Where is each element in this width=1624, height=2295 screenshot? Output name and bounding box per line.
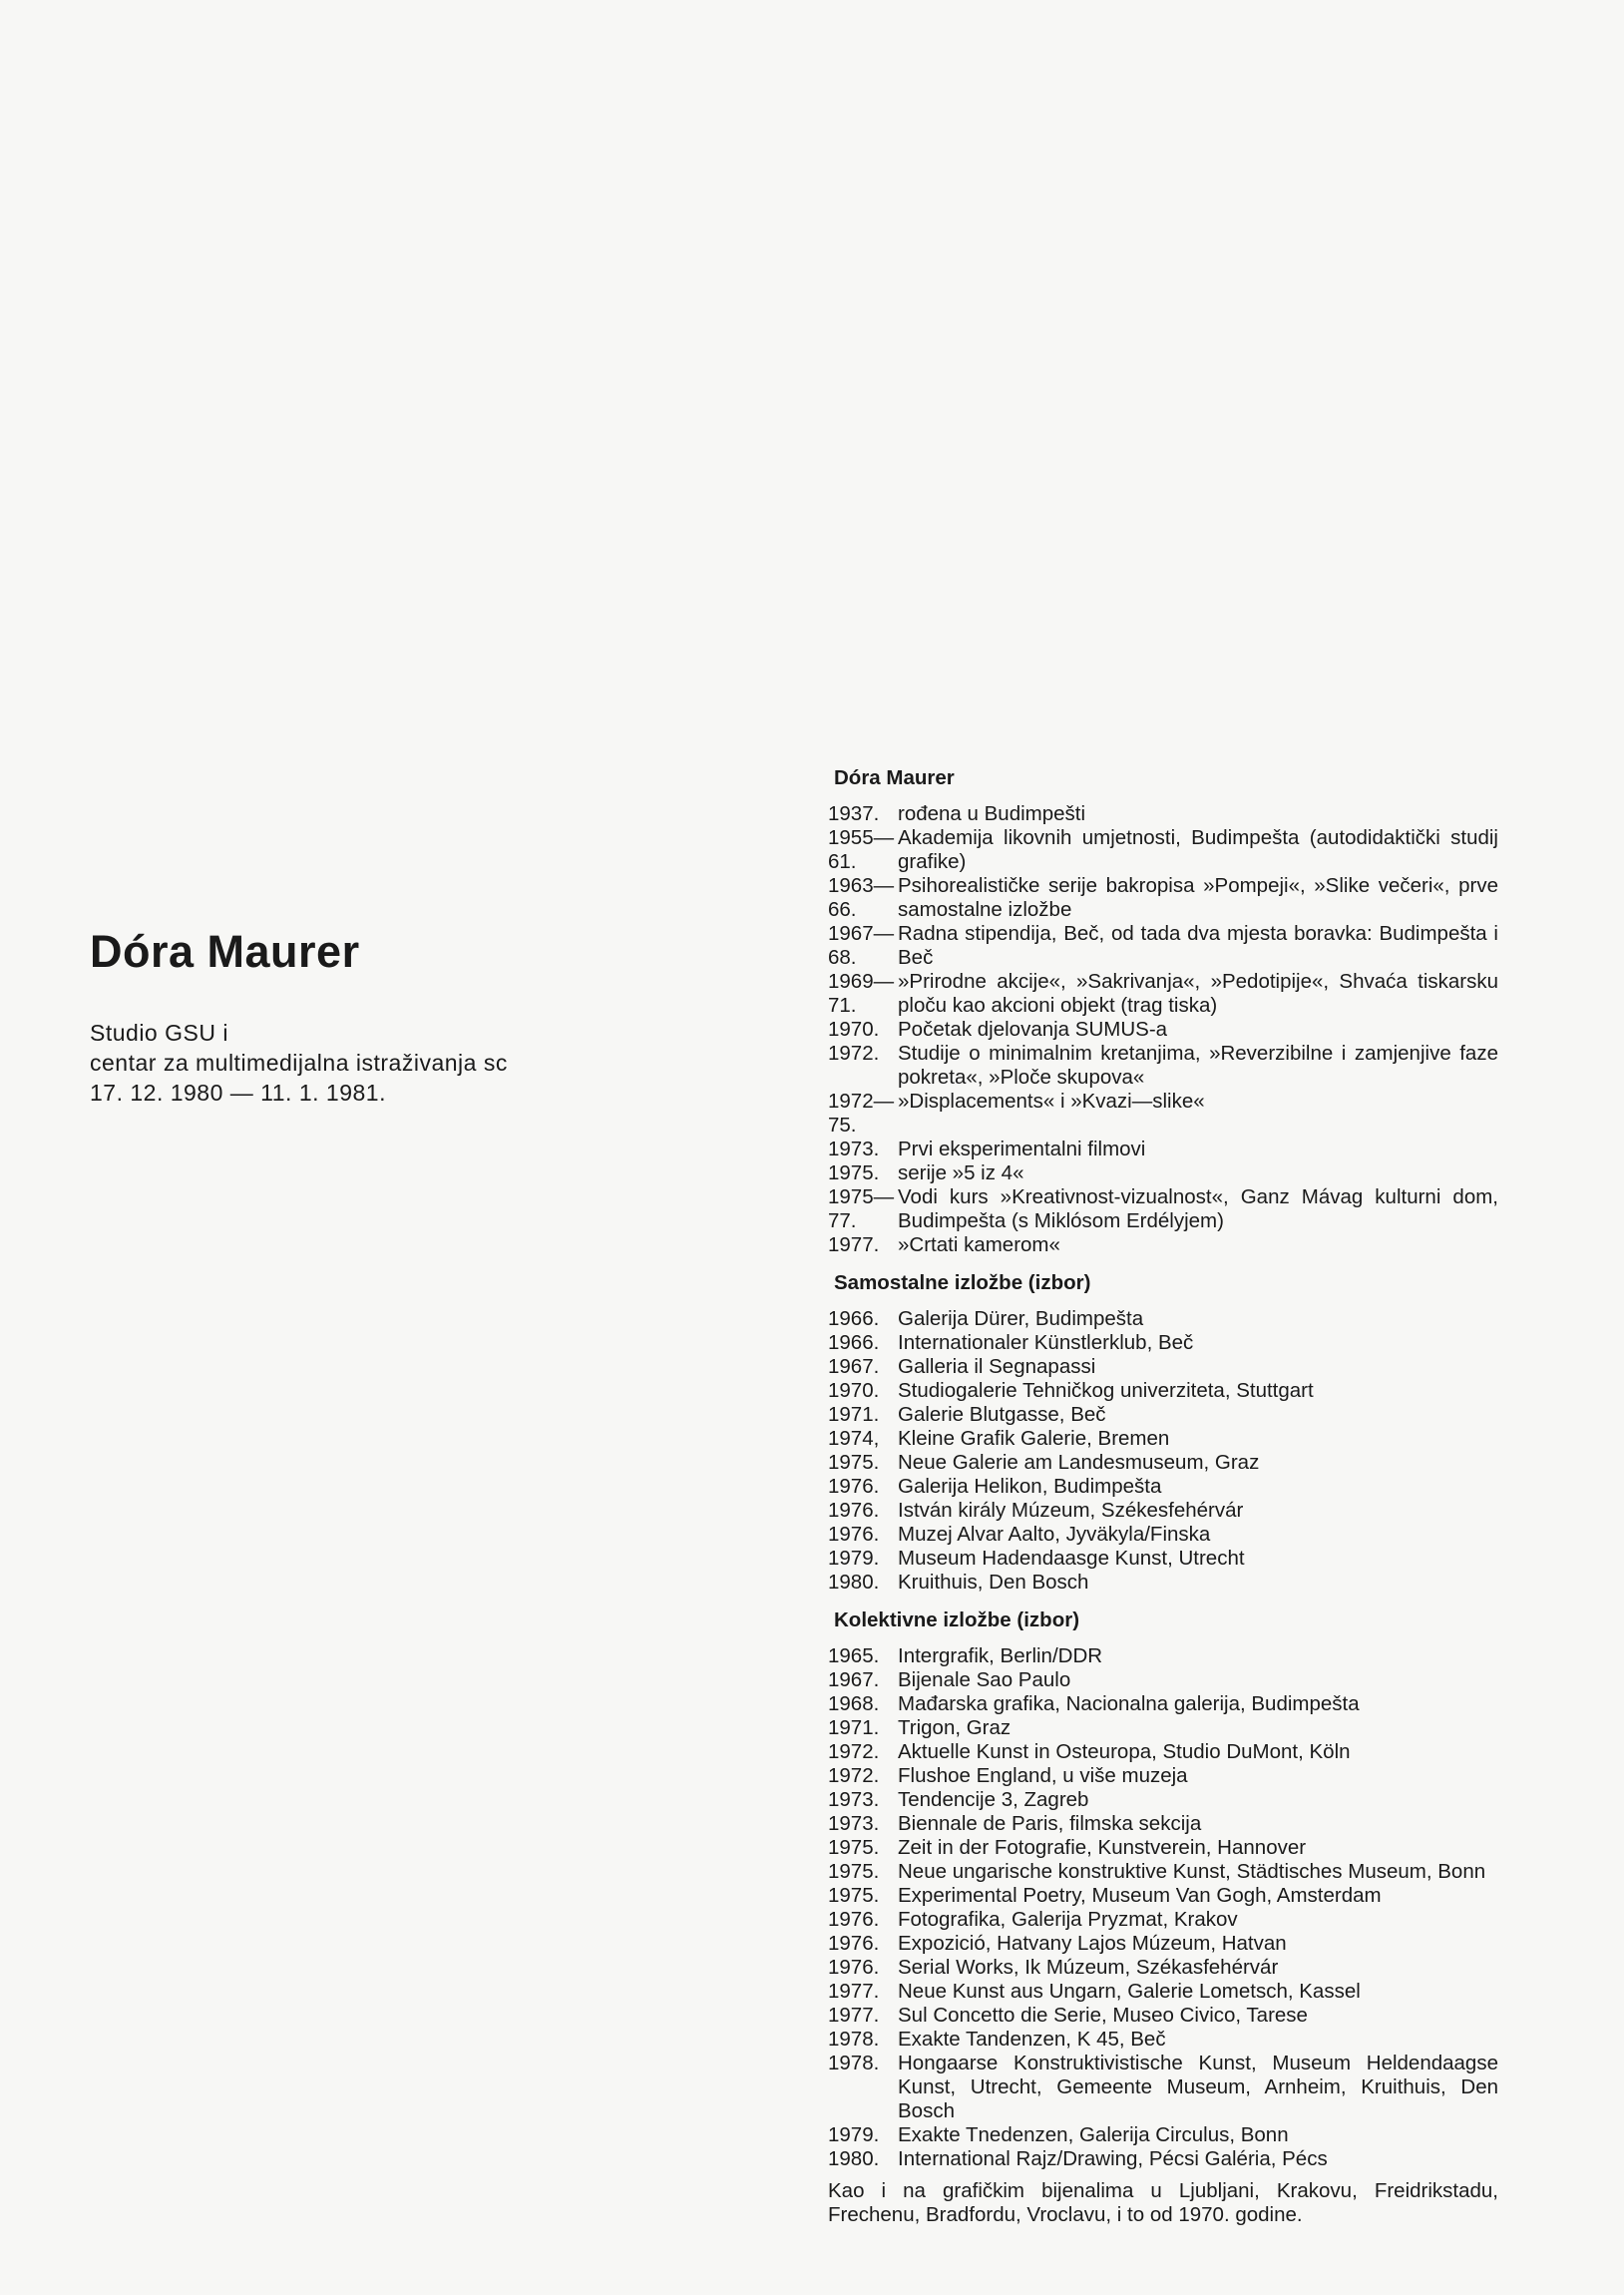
entry-text: Exakte Tnedenzen, Galerija Circulus, Bonn: [898, 2123, 1289, 2146]
group-exhibitions-list: [828, 1644, 1498, 2171]
entry-year: 1977.: [828, 1233, 880, 1256]
list-item: [828, 802, 1498, 826]
list-item: [828, 1475, 1498, 1499]
entry-year: 1970.: [828, 1379, 880, 1402]
entry-year: 1967.: [828, 1355, 880, 1378]
list-item: [828, 1571, 1498, 1595]
entry-year: 1971.: [828, 1716, 880, 1739]
entry-year: 1937.: [828, 802, 880, 825]
entry-year: 1972.: [828, 1764, 880, 1787]
entry-year: 1978.: [828, 2052, 880, 2074]
entry-year: 1969—71.: [828, 970, 895, 1017]
entry-year: 1972—75.: [828, 1090, 895, 1137]
entry-text: Studiogalerie Tehničkog univerziteta, Stuttgart: [898, 1379, 1314, 1402]
entry-text: Museum Hadendaasge Kunst, Utrecht: [898, 1547, 1245, 1570]
entry-text: Galerija Dürer, Budimpešta: [898, 1307, 1144, 1330]
entry-text: Hongaarse Konstruktivistische Kunst, Museum Heldendaagse Kunst, Utrecht, Gemeente Museum, Arnheim, Kruithuis, Den Bosch: [898, 2052, 1498, 2122]
entry-text: Biennale de Paris, filmska sekcija: [898, 1812, 1202, 1835]
entry-text: Akademija likovnih umjetnosti, Budimpešta (autodidaktički studij grafike): [898, 826, 1498, 873]
entry-text: Fotografika, Galerija Pryzmat, Krakov: [898, 1908, 1238, 1931]
entry-text: Mađarska grafika, Nacionalna galerija, Budimpešta: [898, 1692, 1360, 1715]
entry-text: Kruithuis, Den Bosch: [898, 1571, 1089, 1594]
list-item: [828, 1355, 1498, 1379]
entry-text: Trigon, Graz: [898, 1716, 1012, 1739]
list-item: [828, 1427, 1498, 1451]
entry-text: Expozició, Hatvany Lajos Múzeum, Hatvan: [898, 1932, 1287, 1955]
left-column: [90, 926, 609, 1108]
list-item: [828, 922, 1498, 970]
entry-year: 1973.: [828, 1788, 880, 1811]
entry-text: Psihorealističke serije bakropisa »Pompeji«, »Slike večeri«, prve samostalne izložbe: [898, 874, 1498, 921]
list-item: [828, 1836, 1498, 1860]
entry-text: Internationaler Künstlerklub, Beč: [898, 1331, 1194, 1354]
list-item: [828, 1403, 1498, 1427]
entry-text: Galerija Helikon, Budimpešta: [898, 1475, 1162, 1498]
entry-text: Muzej Alvar Aalto, Jyväkyla/Finska: [898, 1523, 1211, 1546]
entry-year: 1980.: [828, 1571, 880, 1594]
closing-note: Kao i na grafičkim bijenalima u Ljubljani, Krakovu, Freidrikstadu, Frechenu, Bradfordu, Vroclavu, i to od 1970. godine.: [828, 2179, 1498, 2226]
entry-year: 1963—66.: [828, 874, 895, 921]
entry-text: »Prirodne akcije«, »Sakrivanja«, »Pedotipije«, Shvaća tiskarsku ploču kao akcioni objekt (trag tiska): [898, 970, 1498, 1017]
entry-year: 1976.: [828, 1499, 880, 1522]
list-item: [828, 1740, 1498, 1764]
entry-year: 1979.: [828, 2123, 880, 2146]
list-item: [828, 1331, 1498, 1355]
list-item: [828, 1042, 1498, 1090]
entry-year: 1965.: [828, 1644, 880, 1667]
list-item: [828, 2004, 1498, 2028]
entry-text: rođena u Budimpešti: [898, 802, 1086, 825]
entry-text: Bijenale Sao Paulo: [898, 1668, 1071, 1691]
entry-text: Experimental Poetry, Museum Van Gogh, Amsterdam: [898, 1884, 1382, 1907]
list-item: [828, 874, 1498, 922]
list-item: [828, 1932, 1498, 1956]
entry-year: 1975—77.: [828, 1185, 895, 1232]
list-item: [828, 1644, 1498, 1668]
entry-text: Prvi eksperimentalni filmovi: [898, 1138, 1146, 1160]
entry-year: 1972.: [828, 1740, 880, 1763]
entry-text: Početak djelovanja SUMUS-a: [898, 1018, 1168, 1041]
entry-text: Sul Concetto die Serie, Museo Civico, Tarese: [898, 2004, 1308, 2027]
list-item: [828, 1692, 1498, 1716]
list-item: [828, 1860, 1498, 1884]
entry-year: 1973.: [828, 1812, 880, 1835]
biography-heading: Dóra Maurer: [834, 766, 955, 789]
list-item: [828, 1523, 1498, 1547]
entry-year: 1976.: [828, 1475, 880, 1498]
list-item: [828, 2147, 1498, 2171]
entry-text: International Rajz/Drawing, Pécsi Galéria, Pécs: [898, 2147, 1328, 2170]
venue-line-1: Studio GSU i: [90, 1020, 228, 1046]
solo-exhibitions-heading: Samostalne izložbe (izbor): [834, 1271, 1091, 1294]
list-item: [828, 1812, 1498, 1836]
list-item: [828, 2028, 1498, 2052]
list-item: [828, 1379, 1498, 1403]
entry-year: 1979.: [828, 1547, 880, 1570]
list-item: [828, 1716, 1498, 1740]
list-item: [828, 1499, 1498, 1523]
entry-text: Flushoe England, u više muzeja: [898, 1764, 1188, 1787]
entry-year: 1977.: [828, 2004, 880, 2027]
venue-line-2: centar za multimedijalna istraživanja sc: [90, 1050, 508, 1076]
entry-text: Radna stipendija, Beč, od tada dva mjesta boravka: Budimpešta i Beč: [898, 922, 1498, 969]
entry-year: 1975.: [828, 1451, 880, 1474]
exhibition-title: Dóra Maurer: [90, 926, 360, 977]
list-item: [828, 1884, 1498, 1908]
entry-text: Studije o minimalnim kretanjima, »Reverzibilne i zamjenjive faze pokreta«, »Ploče skupova«: [898, 1042, 1498, 1089]
entry-text: István király Múzeum, Székesfehérvár: [898, 1499, 1244, 1522]
entry-year: 1970.: [828, 1018, 880, 1041]
right-column: [828, 766, 1498, 2227]
group-exhibitions-heading: Kolektivne izložbe (izbor): [834, 1608, 1080, 1631]
list-item: [828, 1307, 1498, 1331]
entry-year: 1976.: [828, 1908, 880, 1931]
entry-year: 1972.: [828, 1042, 880, 1065]
entry-year: 1975.: [828, 1836, 880, 1859]
entry-year: 1978.: [828, 2028, 880, 2051]
list-item: [828, 826, 1498, 874]
entry-year: 1966.: [828, 1307, 880, 1330]
entry-text: Aktuelle Kunst in Osteuropa, Studio DuMont, Köln: [898, 1740, 1351, 1763]
entry-year: 1975.: [828, 1884, 880, 1907]
entry-text: »Crtati kamerom«: [898, 1233, 1060, 1256]
list-item: [828, 1908, 1498, 1932]
list-item: [828, 2052, 1498, 2123]
list-item: [828, 1018, 1498, 1042]
entry-text: Serial Works, Ik Múzeum, Székasfehérvár: [898, 1956, 1279, 1979]
entry-text: Neue Galerie am Landesmuseum, Graz: [898, 1451, 1260, 1474]
exhibition-dates: 17. 12. 1980 — 11. 1. 1981.: [90, 1080, 386, 1106]
entry-year: 1955—61.: [828, 826, 895, 873]
entry-year: 1975.: [828, 1161, 880, 1184]
list-item: [828, 2123, 1498, 2147]
entry-text: Exakte Tandenzen, K 45, Beč: [898, 2028, 1166, 2051]
solo-exhibitions-list: [828, 1307, 1498, 1595]
entry-text: Galleria il Segnapassi: [898, 1355, 1096, 1378]
entry-text: Vodi kurs »Kreativnost-vizualnost«, Ganz Mávag kulturni dom, Budimpešta (s Miklósom Erdélyjem): [898, 1185, 1498, 1232]
entry-year: 1976.: [828, 1956, 880, 1979]
entry-year: 1976.: [828, 1932, 880, 1955]
entry-year: 1967.: [828, 1668, 880, 1691]
list-item: [828, 1233, 1498, 1257]
entry-year: 1980.: [828, 2147, 880, 2170]
entry-text: Neue Kunst aus Ungarn, Galerie Lometsch, Kassel: [898, 1980, 1361, 2003]
list-item: [828, 1547, 1498, 1571]
entry-text: Neue ungarische konstruktive Kunst, Städtisches Museum, Bonn: [898, 1860, 1486, 1883]
entry-text: Tendencije 3, Zagreb: [898, 1788, 1089, 1811]
list-item: [828, 1980, 1498, 2004]
entry-text: Galerie Blutgasse, Beč: [898, 1403, 1106, 1426]
list-item: [828, 1788, 1498, 1812]
entry-year: 1977.: [828, 1980, 880, 2003]
entry-year: 1971.: [828, 1403, 880, 1426]
list-item: [828, 970, 1498, 1018]
list-item: [828, 1090, 1498, 1138]
biography-list: [828, 802, 1498, 1257]
entry-text: serije »5 iz 4«: [898, 1161, 1024, 1184]
list-item: [828, 1185, 1498, 1233]
entry-year: 1968.: [828, 1692, 880, 1715]
list-item: [828, 1668, 1498, 1692]
entry-text: Kleine Grafik Galerie, Bremen: [898, 1427, 1170, 1450]
entry-text: »Displacements« i »Kvazi—slike«: [898, 1090, 1205, 1113]
list-item: [828, 1161, 1498, 1185]
entry-text: Intergrafik, Berlin/DDR: [898, 1644, 1103, 1667]
entry-text: Zeit in der Fotografie, Kunstverein, Hannover: [898, 1836, 1307, 1859]
list-item: [828, 1451, 1498, 1475]
list-item: [828, 1138, 1498, 1161]
entry-year: 1976.: [828, 1523, 880, 1546]
list-item: [828, 1764, 1498, 1788]
entry-year: 1975.: [828, 1860, 880, 1883]
list-item: [828, 1956, 1498, 1980]
entry-year: 1974,: [828, 1427, 880, 1450]
entry-year: 1967—68.: [828, 922, 895, 969]
entry-year: 1966.: [828, 1331, 880, 1354]
entry-year: 1973.: [828, 1138, 880, 1160]
